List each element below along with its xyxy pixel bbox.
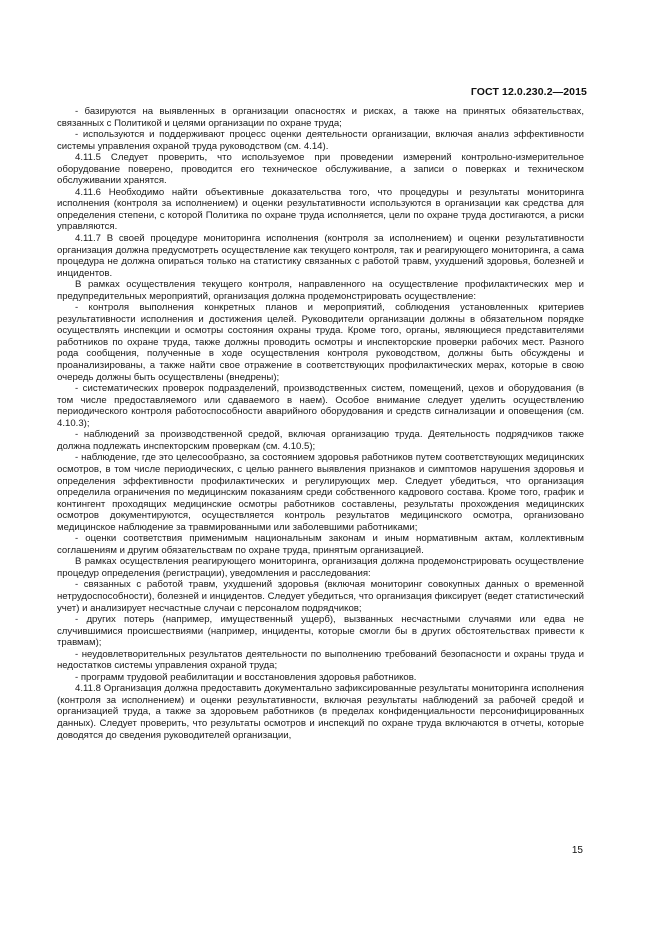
paragraph: - базируются на выявленных в организации опасностях и рисках, а также на принятых обязательствах, связанных с Политикой и целями организации по охране труда;	[57, 106, 584, 129]
paragraph: - наблюдений за производственной средой, включая организацию труда. Деятельность подрядчиков также должна подлежать инспекторским проверкам (см. 4.10.5);	[57, 429, 584, 452]
paragraph: 4.11.6 Необходимо найти объективные доказательства того, что процедуры и результаты мониторинга исполнения (контроля за исполнением) и оценки результативности используются в организации как средства для определения степени, с которой Политика по охране труда исполняется, цели по охране труда достигаются, а риски управляются.	[57, 186, 584, 233]
paragraph: - контроля выполнения конкретных планов и мероприятий, соблюдения установленных критериев результативности исполнения и достижения целей. Руководители организации должны в обязательном порядке осуществлять инспекции и осмотры состояния охраны труда. Кроме того, органы, являющиеся представителями работников по охране труда, также должны проводить осмотры и инспекторские проверки рабочих мест. Разного рода сообщения, полученные в ходе осуществления контроля руководством, должны быть обсуждены и проанализированы, а также найти свое отражение в соответствующих профилактических мерах, которые в свою очередь должны быть осуществлены (внедрены);	[57, 302, 584, 383]
paragraph: - используются и поддерживают процесс оценки деятельности организации, включая анализ эффективности системы управления охраной труда руководством (см. 4.14).	[57, 129, 584, 152]
body-text	[57, 106, 584, 741]
page-number: 15	[571, 845, 583, 856]
paragraph: - систематических проверок подразделений, производственных систем, помещений, цехов и оборудования (в том числе предоставляемого или сдаваемого в наем). Особое внимание следует уделить осуществлению периодического контроля работоспособности аварийного оборудования и средств сигнализации и оповещения (см. 4.10.3);	[57, 383, 584, 429]
paragraph: - неудовлетворительных результатов деятельности по выполнению требований безопасности и охраны труда и недостатков системы управления охраной труда;	[57, 648, 584, 672]
paragraph: - программ трудовой реабилитации и восстановления здоровья работников.	[75, 671, 417, 683]
paragraph: 4.11.5 Следует проверить, что используемое при проведении измерений контрольно-измерительное оборудование поверено, проводится его техническое обслуживание, а записи о поверках и техническом обслуживании хранятся.	[57, 152, 584, 187]
paragraph: - оценки соответствия применимым национальным законам и иным нормативным актам, коллективным соглашениям и другим обязательствам по охране труда, принятым организацией.	[57, 533, 584, 556]
paragraph: - других потерь (например, имущественный ущерб), вызванных несчастными случаями или едва не случившимися происшествиями (например, инциденты, которые смогли бы в других обстоятельствах привести к травмам);	[57, 614, 584, 649]
paragraph: - связанных с работой травм, ухудшений здоровья (включая мониторинг совокупных данных о временной нетрудоспособности), болезней и инцидентов. Следует убедиться, что организация фиксирует (ведет статистический учет) и анализирует несчастные случаи с персоналом подрядчиков;	[57, 579, 584, 614]
paragraph: 4.11.8 Организация должна предоставить документально зафиксированные результаты мониторинга исполнения (контроля за исполнением) и оценки результативности, включая результаты наблюдений за рабочей средой и организацией труда, а также за здоровьем работников (в пределах конфиденциальности персонифицированных данных). Следует проверить, что результаты осмотров и инспекций по охране труда включаются в отчеты, которые доводятся до сведения руководителей организации,	[57, 683, 584, 741]
document-code-header: ГОСТ 12.0.230.2—2015	[470, 86, 587, 98]
paragraph: 4.11.7 В своей процедуре мониторинга исполнения (контроля за исполнением) и оценки результативности организация должна предусмотреть осуществление как текущего контроля, так и реагирующего мониторинга, а сама процедура не должна опираться только на статистику связанных с работой травм, ухудшений здоровья, болезней и инцидентов.	[57, 233, 584, 279]
paragraph: В рамках осуществления реагирующего мониторинга, организация должна продемонстрировать осуществление процедур определения (регистрации), уведомления и расследования:	[57, 556, 584, 579]
paragraph: - наблюдение, где это целесообразно, за состоянием здоровья работников путем соответствующих медицинских осмотров, в том числе периодических, с целью раннего выявления признаков и симптомов нарушения здоровья и определения эффективности профилактических и регулирующих мер. Следует убедиться, что организация определила ограничения по медицинским показаниям среди собственного кадрового состава. Кроме того, график и контингент проходящих медицинские осмотры работников составлены, результаты прохождения медицинских осмотров документируются, осуществляется контроль результатов медицинского осмотра, организовано медицинское наблюдение за травмированными или заболевшими работниками;	[57, 452, 584, 533]
paragraph: В рамках осуществления текущего контроля, направленного на осуществление профилактических мер и предупредительных мероприятий, организация должна продемонстрировать осуществление:	[57, 279, 584, 302]
